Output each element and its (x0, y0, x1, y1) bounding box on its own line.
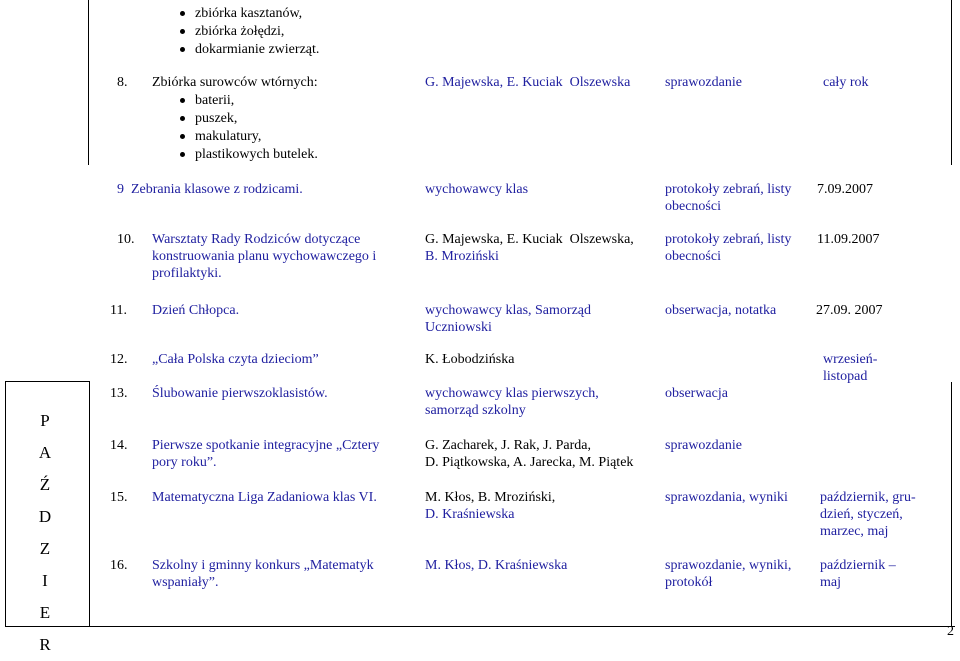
row-number: 8. (117, 75, 128, 90)
table-right-border-lower (951, 382, 952, 627)
row-docs: sprawozdania, wyniki (665, 490, 788, 505)
page-number: 2 (947, 624, 954, 639)
row-docs: sprawozdanie (665, 438, 742, 453)
row-number: 16. (110, 558, 128, 573)
row-title: 9 Zebrania klasowe z rodzicami. (117, 182, 303, 197)
row-responsible: wychowawcy klas pierwszych, (425, 386, 599, 401)
row-title: Matematyczna Liga Zadaniowa klas VI. (152, 490, 377, 505)
row-date: 11.09.2007 (817, 232, 880, 247)
row-title: Warsztaty Rady Rodziców dotyczące (152, 232, 361, 247)
row-responsible: D. Piątkowska, A. Jarecka, M. Piątek (425, 455, 634, 470)
section-top-border (5, 381, 90, 382)
row-date: dzień, styczeń, (820, 507, 903, 522)
row-docs: obserwacja, notatka (665, 303, 777, 318)
row-number: 10. (117, 232, 135, 247)
row-responsible: M. Kłos, D. Kraśniewska (425, 558, 568, 573)
row-responsible: wychowawcy klas (425, 182, 529, 197)
row-docs: obecności (665, 199, 721, 214)
row-responsible: wychowawcy klas, Samorząd (425, 303, 592, 318)
table-right-border (951, 0, 952, 165)
row-docs: obecności (665, 249, 721, 264)
row-date: październik – (820, 558, 896, 573)
row-number: 12. (110, 352, 128, 367)
row-title: Ślubowanie pierwszoklasistów. (152, 386, 328, 401)
row-number: 14. (110, 438, 128, 453)
row-date: wrzesień- (823, 352, 878, 367)
row-responsible: M. Kłos, B. Mroziński, (425, 490, 556, 505)
row-responsible: Uczniowski (425, 320, 492, 335)
row-number: 13. (110, 386, 128, 401)
row-responsible: D. Kraśniewska (425, 507, 515, 522)
row-date: listopad (823, 369, 868, 384)
row-title: wspaniały”. (152, 575, 219, 590)
row-number: 15. (110, 490, 128, 505)
section-left-border (5, 381, 6, 627)
row-date: maj (820, 575, 841, 590)
row-date: cały rok (823, 75, 869, 90)
row-title: pory roku”. (152, 455, 217, 470)
row-responsible: G. Majewska, E. Kuciak Olszewska (425, 75, 631, 90)
row-responsible: G. Zacharek, J. Rak, J. Parda, (425, 438, 592, 453)
row-responsible: samorząd szkolny (425, 403, 526, 418)
row-docs: protokoły zebrań, listy (665, 182, 792, 197)
row-title: Szkolny i gminny konkurs „Matematyk (152, 558, 374, 573)
row-date: październik, gru- (820, 490, 916, 505)
row-date: 7.09.2007 (817, 182, 873, 197)
row-date: marzec, maj (820, 524, 889, 539)
row-number: 11. (110, 303, 127, 318)
row-title: „Cała Polska czyta dzieciom” (152, 352, 319, 367)
row-responsible: B. Mroziński (425, 249, 499, 264)
row-title: Dzień Chłopca. (152, 303, 240, 318)
row-docs: sprawozdanie, wyniki, (665, 558, 792, 573)
section-right-border (89, 381, 90, 627)
row-docs: sprawozdanie (665, 75, 742, 90)
row-docs: protokół (665, 575, 713, 590)
row-responsible: G. Majewska, E. Kuciak Olszewska, (425, 232, 634, 247)
row-title: konstruowania planu wychowawczego i (152, 249, 377, 264)
row-title: Pierwsze spotkanie integracyjne „Cztery (152, 438, 380, 453)
row-docs: protokoły zebrań, listy (665, 232, 792, 247)
row-responsible: K. Łobodzińska (425, 352, 515, 367)
row-title: Zbiórka surowców wtórnych: (152, 75, 318, 90)
section-bottom-border (5, 626, 955, 627)
row-date: 27.09. 2007 (816, 303, 883, 318)
table-left-border (88, 0, 89, 165)
month-label: P A Ź D Z I E R (38, 411, 52, 654)
row-title: profilaktyki. (152, 266, 222, 281)
row-docs: obserwacja (665, 386, 728, 401)
